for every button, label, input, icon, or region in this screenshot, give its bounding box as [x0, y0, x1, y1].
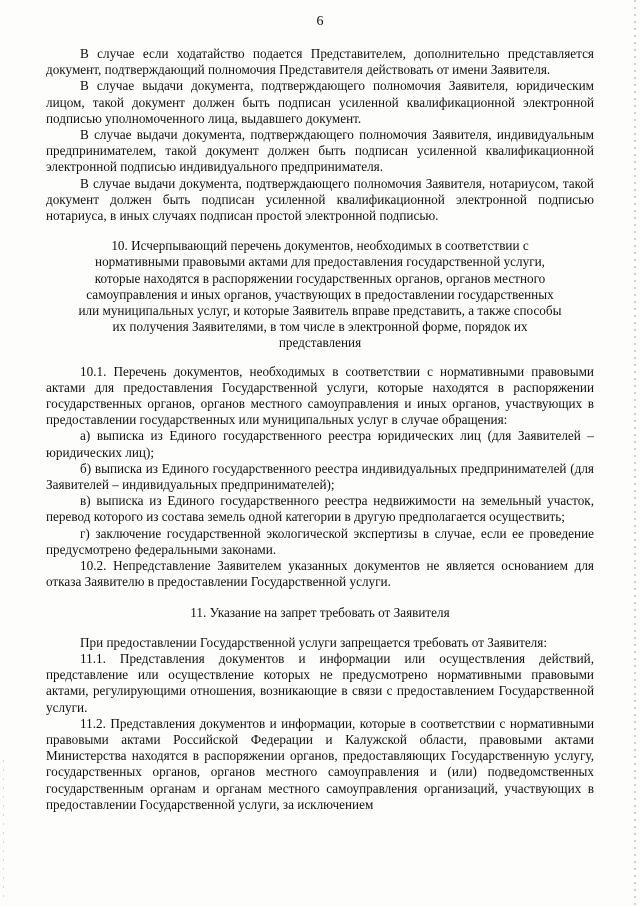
paragraph-11-1: 11.1. Представления документов и информации или осуществления действий, представление или осуществление которых не предусмотрено нормативными правовыми актами, регулирующими отношения, возникающие в связи с предоставлением Государственной услуги.: [46, 650, 594, 715]
scan-edge-artifact: [634, 0, 636, 906]
list-item-a: а) выписка из Единого государственного реестра юридических лиц (для Заявителей – юридических лиц);: [46, 428, 594, 460]
paragraph-11-intro: При предоставлении Государственной услуги запрещается требовать от Заявителя:: [80, 634, 547, 650]
list-item-v: в) выписка из Единого государственного реестра недвижимости на земельный участок, перевод которого из состава земель одной категории в другую предполагается осуществить;: [46, 493, 594, 525]
paragraph-11-2: 11.2. Представления документов и информации, которые в соответствии с нормативными правовыми актами Российской Федерации и Калужской области, правовыми актами Министерства находятся в распоряжении органов, предоставляющих Государственную услугу, государственных органов, органов местного самоуправления и (или) подведомственных государственным органам и органам местного самоуправления организаций, участвующих в предоставлении Государственной услуги, за исключением: [46, 715, 594, 812]
paragraph-notary: В случае выдачи документа, подтверждающего полномочия Заявителя, нотариусом, такой документ должен быть подписан усиленной квалификационной электронной подписью нотариуса, в иных случаях подписан простой электронной подписью.: [46, 175, 594, 224]
paragraph-10-2: 10.2. Непредставление Заявителем указанных документов не является основанием для отказа Заявителю в предоставлении Государственной услуги.: [46, 558, 594, 590]
paragraph-10-1: 10.1. Перечень документов, необходимых в соответствии с нормативными правовыми актами для предоставления Государственной услуги, которые находятся в распоряжении государственных органов, органов местного самоуправления и иных органов, участвующих в предоставлении государственных или муниципальных услуг в случае обращения:: [46, 363, 594, 428]
page-number: 6: [316, 14, 324, 29]
document-body: [46, 46, 594, 813]
scan-edge-artifact-left: [3, 760, 4, 900]
list-item-g: г) заключение государственной экологической экспертизы в случае, если ее проведение предусмотрено федеральными законами.: [46, 525, 594, 557]
section-10-heading: 10. Исчерпывающий перечень документов, необходимых в соответствии с нормативными правовыми актами для предоставления государственной услуги, которые находятся в распоряжении государственных органов, органов местного самоуправления и иных органов, участвующих в предоставлении государственных или муниципальных услуг, и которые Заявитель вправе представить, а также способы их получения Заявителями, в том числе в электронной форме, порядок их представления: [78, 238, 562, 351]
section-11-heading: 11. Указание на запрет требовать от Заявителя: [190, 604, 450, 620]
list-item-b: б) выписка из Единого государственного реестра индивидуальных предпринимателей (для Заявителей – индивидуальных предпринимателей);: [46, 460, 594, 493]
paragraph-legal-entity: В случае выдачи документа, подтверждающего полномочия Заявителя, юридическим лицом, такой документ должен быть подписан усиленной квалификационной электронной подписью уполномоченного лица, выдавшего документ.: [46, 78, 594, 126]
paragraph-entrepreneur: В случае выдачи документа, подтверждающего полномочия Заявителя, индивидуальным предпринимателем, такой документ должен быть подписан усиленной квалификационной электронной подписью индивидуального предпринимателя.: [46, 127, 594, 175]
paragraph-representative: В случае если ходатайство подается Представителем, дополнительно представляется документ, подтверждающий полномочия Представителя действовать от имени Заявителя.: [46, 46, 594, 78]
